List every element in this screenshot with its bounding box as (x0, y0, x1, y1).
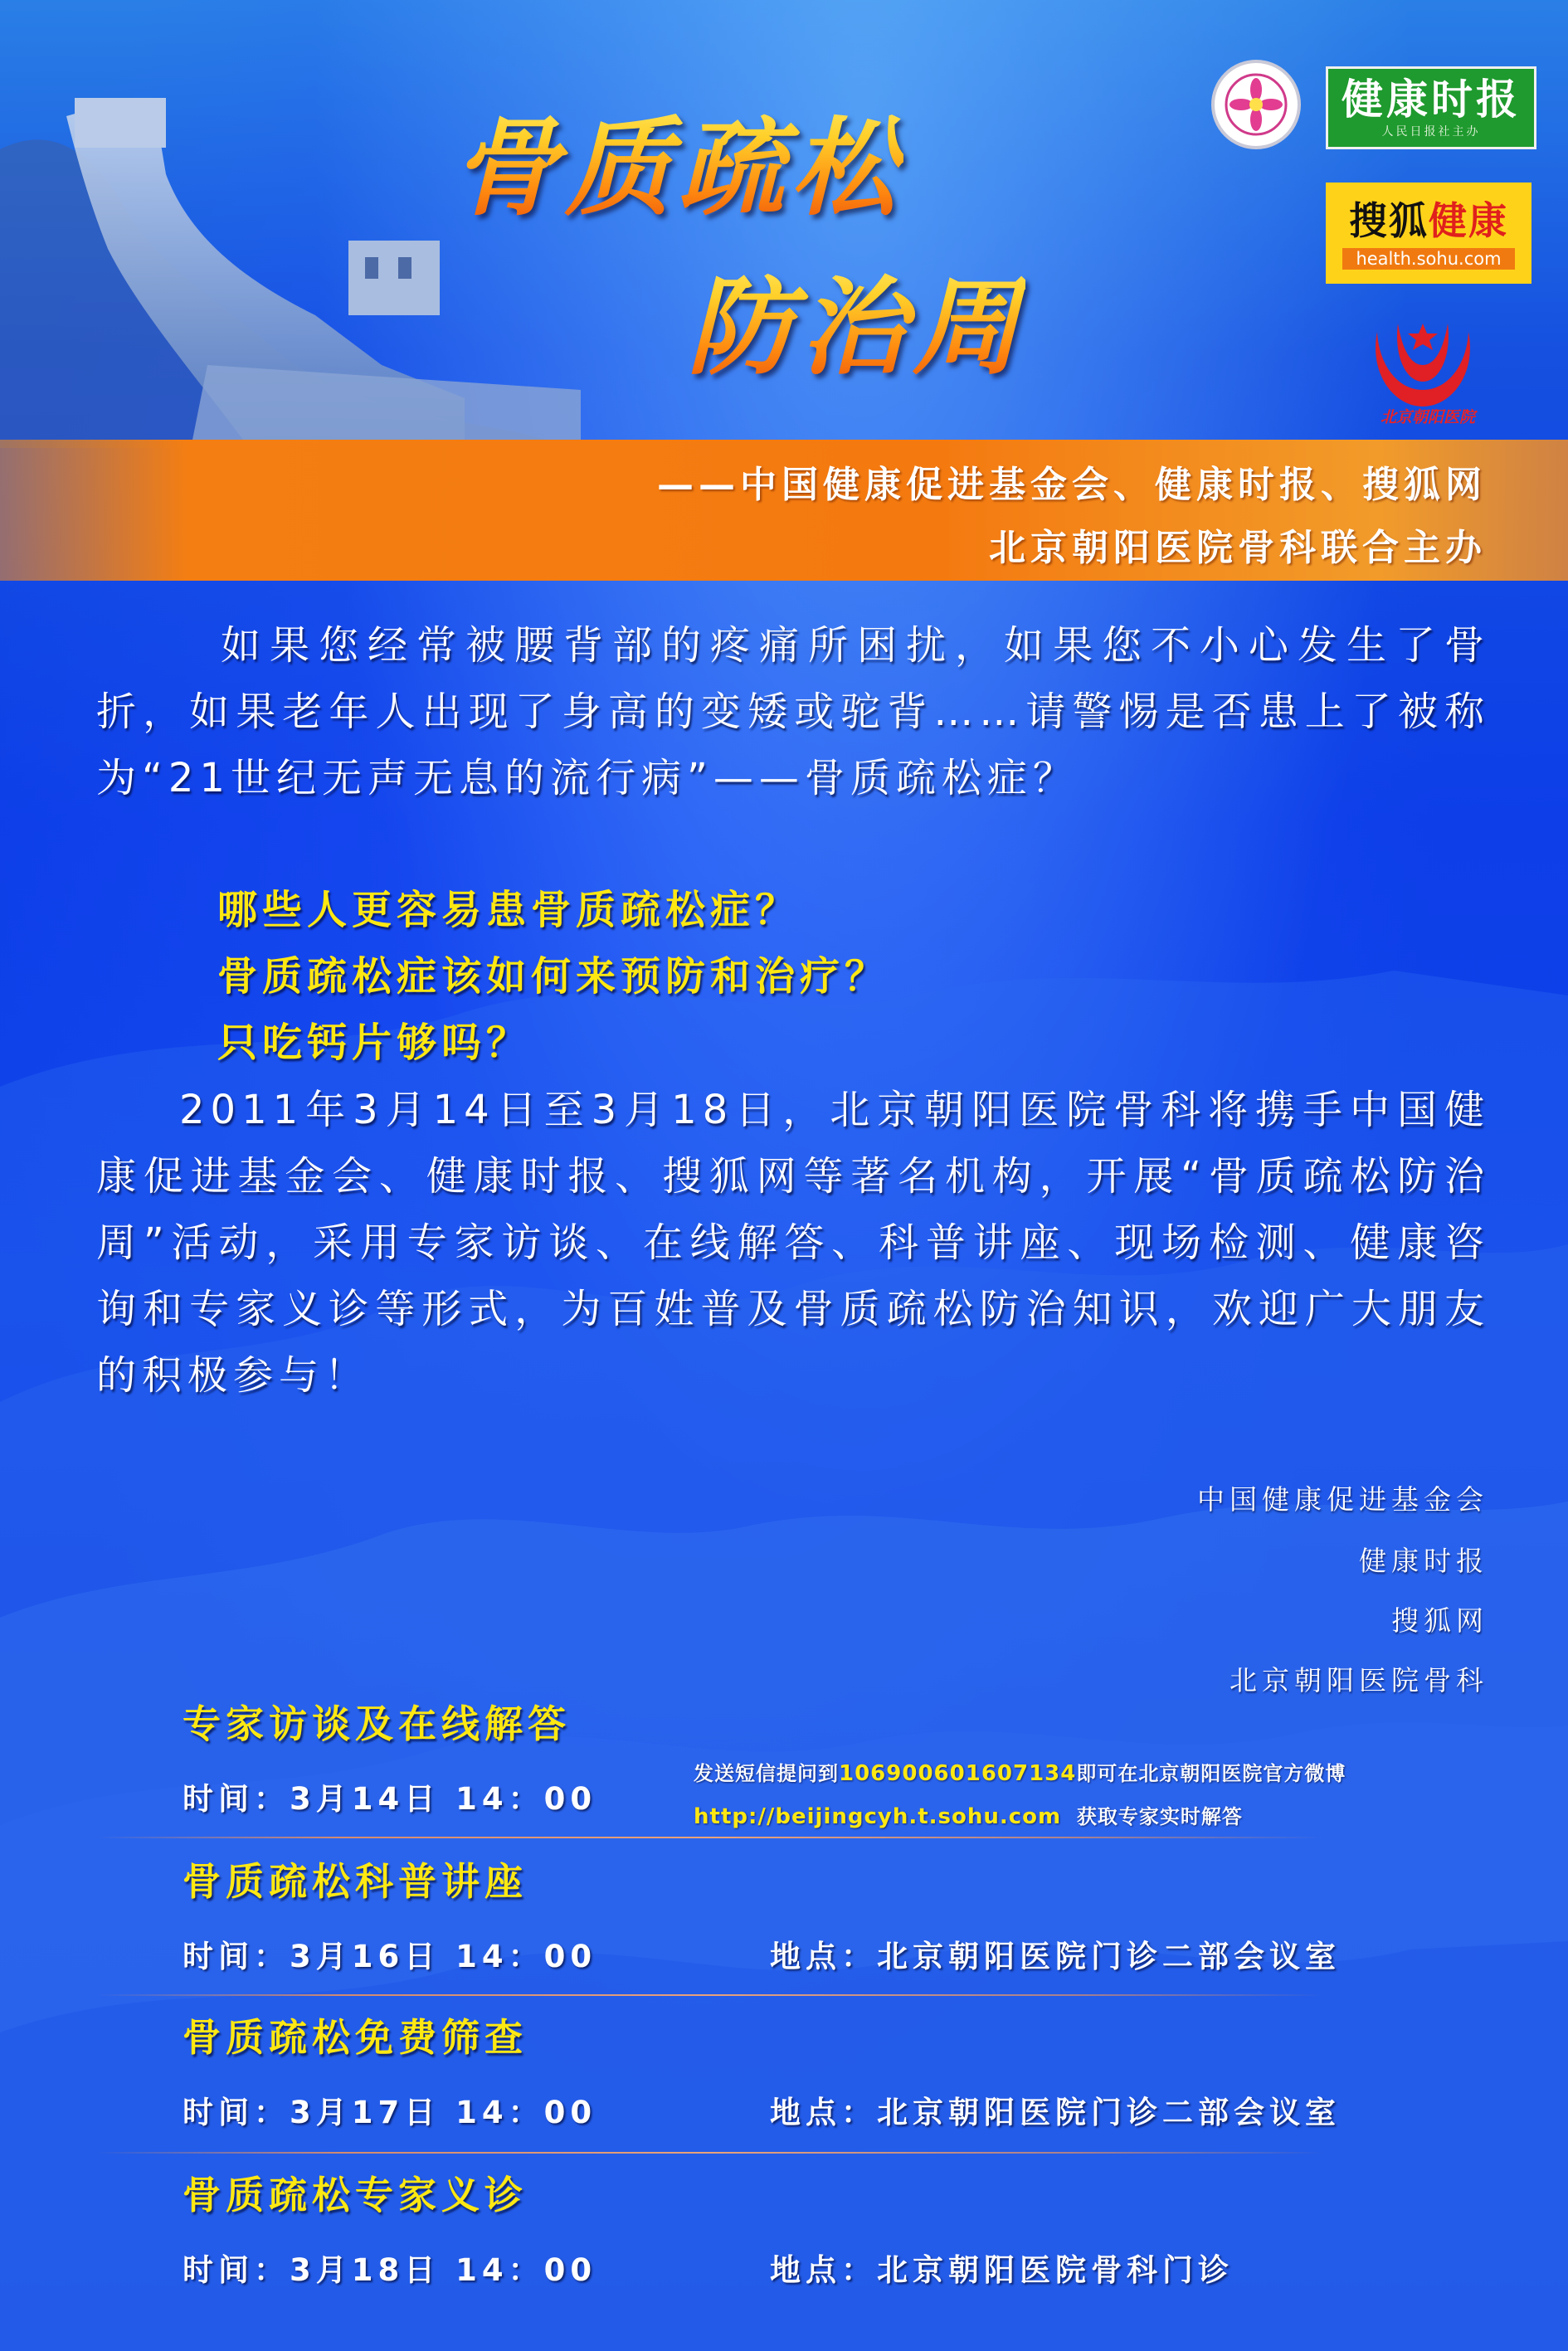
event-1-sms-line1 (694, 1757, 1346, 1786)
hospital-logo-text: 北京朝阳医院 (1380, 408, 1475, 426)
intro-paragraph: 如果您经常被腰背部的疼痛所困扰，如果您不小心发生了骨折，如果老年人出现了身高的变矮或驼背……请警惕是否患上了被称为“21世纪无声无息的流行病”——骨质疏松症？ (96, 622, 1490, 801)
event-4-time: 时间：3月18日 14：00 (183, 2252, 597, 2288)
signature-foundation: 中国健康促进基金会 (1197, 1483, 1488, 1516)
event-3-location: 地点：北京朝阳医院门诊二部会议室 (770, 2095, 1341, 2130)
health-times-subtitle: 人民日报社主办 (1381, 125, 1481, 139)
organizer-line1: ——中国健康促进基金会、健康时报、搜狐网 (657, 464, 1487, 506)
event-divider (96, 1837, 1324, 1838)
event-2-location: 地点：北京朝阳医院门诊二部会议室 (770, 1939, 1341, 1974)
foundation-logo-icon (1211, 60, 1301, 149)
sms-line2-suffix: 获取专家实时解答 (1076, 1805, 1243, 1828)
sohu-logo-url: health.sohu.com (1342, 248, 1514, 270)
event-1-sms-line2 (694, 1800, 1243, 1829)
sohu-health-logo (1326, 183, 1531, 284)
sohu-logo-part2: 健康 (1429, 198, 1508, 243)
weibo-link[interactable]: http://beijingcyh.t.sohu.com (694, 1804, 1062, 1829)
poster-title-line1: 骨质疏松 (452, 83, 903, 236)
sohu-logo-part1: 搜狐 (1349, 198, 1429, 243)
announcement-paragraph: 2011年3月14日至3月18日，北京朝阳医院骨科将携手中国健康促进基金会、健康时报、搜狐网等著名机构，开展“骨质疏松防治周”活动，采用专家访谈、在线解答、科普讲座、现场检测、健康咨询和专家义诊等形式，为百姓普及骨质疏松防治知识，欢迎广大朋友的积极参与！ (96, 1087, 1490, 1399)
signature-sohu: 搜狐网 (1391, 1604, 1488, 1637)
event-3-time: 时间：3月17日 14：00 (183, 2095, 597, 2130)
question-3: 只吃钙片够吗？ (217, 1020, 532, 1066)
event-1-time: 时间：3月14日 14：00 (183, 1781, 597, 1817)
event-2-title: 骨质疏松科普讲座 (183, 1859, 528, 1904)
health-times-logo (1326, 66, 1536, 149)
event-4-location: 地点：北京朝阳医院骨科门诊 (770, 2252, 1234, 2288)
sms-prefix: 发送短信提问到 (694, 1762, 839, 1785)
event-divider (96, 1994, 1324, 1996)
event-3-title: 骨质疏松免费筛查 (183, 2015, 528, 2060)
question-2: 骨质疏松症该如何来预防和治疗？ (217, 953, 890, 1000)
question-1: 哪些人更容易患骨质疏松症？ (217, 887, 801, 933)
health-times-name: 健康时报 (1342, 75, 1521, 124)
event-1-title: 专家访谈及在线解答 (183, 1701, 571, 1746)
event-2-time: 时间：3月16日 14：00 (183, 1939, 597, 1974)
signature-hospital-orthopedics: 北京朝阳医院骨科 (1230, 1664, 1488, 1696)
sms-suffix: 即可在北京朝阳医院官方微博 (1076, 1762, 1346, 1785)
sms-number: 106900601607134 (839, 1761, 1077, 1786)
event-divider (96, 2152, 1324, 2154)
signature-health-times: 健康时报 (1359, 1545, 1488, 1577)
organizer-line2: 北京朝阳医院骨科联合主办 (989, 527, 1487, 569)
event-4-title: 骨质疏松专家义诊 (183, 2173, 528, 2217)
poster-title-line2: 防治周 (687, 242, 1025, 395)
